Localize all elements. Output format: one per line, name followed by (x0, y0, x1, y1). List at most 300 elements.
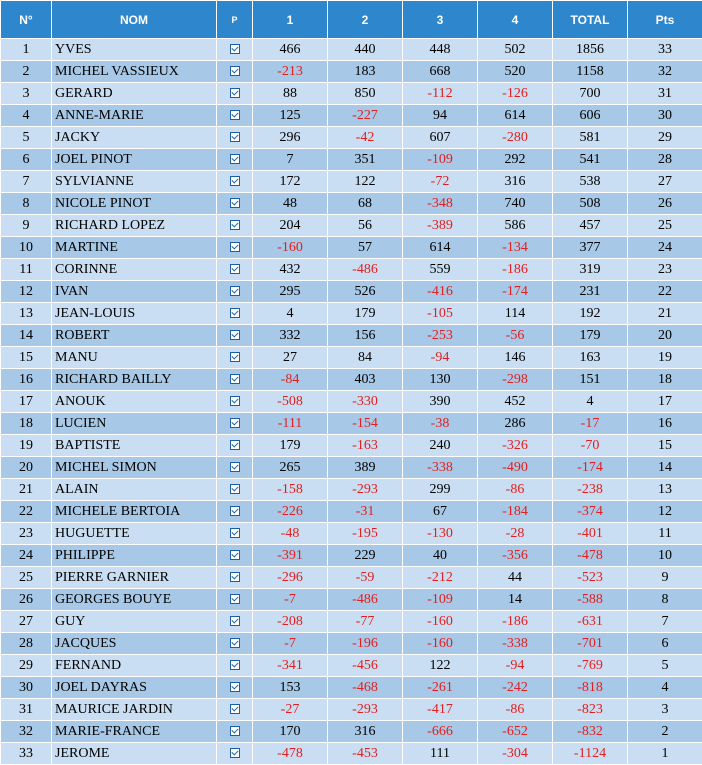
round-4-score: -134 (478, 237, 553, 259)
round-3-score: -261 (403, 677, 478, 699)
points: 11 (628, 523, 702, 545)
total-score: 192 (553, 303, 628, 325)
total-score: -523 (553, 567, 628, 589)
player-name: IVAN (52, 281, 217, 303)
player-name: MICHELE BERTOIA (52, 501, 217, 523)
total-score: 508 (553, 193, 628, 215)
points: 18 (628, 369, 702, 391)
player-name: YVES (52, 39, 217, 61)
row-number: 5 (1, 127, 52, 149)
round-4-score: 452 (478, 391, 553, 413)
round-1-score: -7 (253, 589, 328, 611)
points: 8 (628, 589, 702, 611)
round-1-score: -7 (253, 633, 328, 655)
row-number: 21 (1, 479, 52, 501)
presence-checkbox[interactable] (217, 567, 253, 589)
round-2-score: -468 (328, 677, 403, 699)
row-number: 13 (1, 303, 52, 325)
checked-box-icon[interactable] (230, 264, 240, 274)
checked-box-icon[interactable] (230, 308, 240, 318)
table-row (1, 149, 702, 171)
round-1-score: -213 (253, 61, 328, 83)
table-row (1, 457, 702, 479)
checked-box-icon[interactable] (230, 484, 240, 494)
round-3-score: -109 (403, 589, 478, 611)
table-row (1, 325, 702, 347)
checked-box-icon[interactable] (230, 704, 240, 714)
round-3-score: 668 (403, 61, 478, 83)
presence-checkbox[interactable] (217, 83, 253, 105)
presence-checkbox[interactable] (217, 193, 253, 215)
checked-box-icon[interactable] (230, 528, 240, 538)
player-name: BAPTISTE (52, 435, 217, 457)
round-4-score: 286 (478, 413, 553, 435)
total-score: 1856 (553, 39, 628, 61)
points: 6 (628, 633, 702, 655)
round-1-score: -84 (253, 369, 328, 391)
row-number: 27 (1, 611, 52, 633)
points: 30 (628, 105, 702, 127)
round-2-score: -196 (328, 633, 403, 655)
presence-checkbox[interactable] (217, 743, 253, 765)
points: 2 (628, 721, 702, 743)
presence-checkbox[interactable] (217, 545, 253, 567)
checked-box-icon[interactable] (230, 638, 240, 648)
total-score: -1124 (553, 743, 628, 765)
points: 17 (628, 391, 702, 413)
round-3-score: -338 (403, 457, 478, 479)
round-4-score: -304 (478, 743, 553, 765)
round-2-score: 84 (328, 347, 403, 369)
checked-box-icon[interactable] (230, 132, 240, 142)
row-number: 3 (1, 83, 52, 105)
presence-checkbox[interactable] (217, 237, 253, 259)
round-3-score: -130 (403, 523, 478, 545)
points: 31 (628, 83, 702, 105)
table-row (1, 193, 702, 215)
round-2-score: 440 (328, 39, 403, 61)
total-score: -769 (553, 655, 628, 677)
table-body (1, 39, 702, 765)
checked-box-icon[interactable] (230, 176, 240, 186)
round-2-score: -293 (328, 699, 403, 721)
checked-box-icon[interactable] (230, 352, 240, 362)
presence-checkbox[interactable] (217, 479, 253, 501)
row-number: 33 (1, 743, 52, 765)
presence-checkbox[interactable] (217, 369, 253, 391)
row-number: 4 (1, 105, 52, 127)
player-name: RICHARD BAILLY (52, 369, 217, 391)
total-score: 319 (553, 259, 628, 281)
row-number: 6 (1, 149, 52, 171)
table-row (1, 259, 702, 281)
checked-box-icon[interactable] (230, 66, 240, 76)
presence-checkbox[interactable] (217, 105, 253, 127)
round-4-score: 740 (478, 193, 553, 215)
round-4-score: 520 (478, 61, 553, 83)
table-row (1, 633, 702, 655)
round-1-score: -478 (253, 743, 328, 765)
row-number: 19 (1, 435, 52, 457)
player-name: JOEL DAYRAS (52, 677, 217, 699)
points: 21 (628, 303, 702, 325)
checked-box-icon[interactable] (230, 748, 240, 758)
round-1-score: -27 (253, 699, 328, 721)
table-row (1, 347, 702, 369)
checked-box-icon[interactable] (230, 572, 240, 582)
round-3-score: -666 (403, 721, 478, 743)
player-name: JEAN-LOUIS (52, 303, 217, 325)
round-1-score: -111 (253, 413, 328, 435)
total-score: 179 (553, 325, 628, 347)
round-4-score: 586 (478, 215, 553, 237)
points: 32 (628, 61, 702, 83)
header-row (1, 1, 702, 39)
header-name: NOM (52, 1, 217, 39)
round-1-score: -296 (253, 567, 328, 589)
row-number: 20 (1, 457, 52, 479)
table-row (1, 611, 702, 633)
round-2-score: -77 (328, 611, 403, 633)
total-score: 151 (553, 369, 628, 391)
total-score: -174 (553, 457, 628, 479)
round-1-score: 153 (253, 677, 328, 699)
round-2-score: 56 (328, 215, 403, 237)
round-2-score: -486 (328, 589, 403, 611)
total-score: 231 (553, 281, 628, 303)
total-score: 700 (553, 83, 628, 105)
round-3-score: -109 (403, 149, 478, 171)
round-1-score: -160 (253, 237, 328, 259)
round-1-score: -508 (253, 391, 328, 413)
round-1-score: -158 (253, 479, 328, 501)
presence-checkbox[interactable] (217, 501, 253, 523)
round-2-score: 389 (328, 457, 403, 479)
table-row (1, 677, 702, 699)
round-4-score: -242 (478, 677, 553, 699)
checked-box-icon[interactable] (230, 440, 240, 450)
points: 14 (628, 457, 702, 479)
table-row (1, 699, 702, 721)
presence-checkbox[interactable] (217, 127, 253, 149)
points: 3 (628, 699, 702, 721)
header-presence: P (217, 1, 253, 39)
presence-checkbox[interactable] (217, 677, 253, 699)
round-2-score: 403 (328, 369, 403, 391)
round-4-score: -280 (478, 127, 553, 149)
round-3-score: -212 (403, 567, 478, 589)
round-1-score: -391 (253, 545, 328, 567)
row-number: 24 (1, 545, 52, 567)
round-3-score: 559 (403, 259, 478, 281)
round-4-score: 292 (478, 149, 553, 171)
header-round-2: 2 (328, 1, 403, 39)
round-4-score: 614 (478, 105, 553, 127)
round-4-score: -126 (478, 83, 553, 105)
row-number: 17 (1, 391, 52, 413)
round-4-score: -490 (478, 457, 553, 479)
checked-box-icon[interactable] (230, 594, 240, 604)
round-3-score: 130 (403, 369, 478, 391)
total-score: -631 (553, 611, 628, 633)
presence-checkbox[interactable] (217, 699, 253, 721)
points: 4 (628, 677, 702, 699)
round-4-score: -86 (478, 699, 553, 721)
round-2-score: 183 (328, 61, 403, 83)
total-score: -238 (553, 479, 628, 501)
points: 1 (628, 743, 702, 765)
checked-box-icon[interactable] (230, 726, 240, 736)
round-3-score: 122 (403, 655, 478, 677)
row-number: 15 (1, 347, 52, 369)
player-name: GUY (52, 611, 217, 633)
total-score: 541 (553, 149, 628, 171)
round-4-score: -94 (478, 655, 553, 677)
total-score: -70 (553, 435, 628, 457)
round-2-score: 68 (328, 193, 403, 215)
total-score: -823 (553, 699, 628, 721)
round-2-score: 156 (328, 325, 403, 347)
total-score: 163 (553, 347, 628, 369)
round-3-score: 94 (403, 105, 478, 127)
round-1-score: 204 (253, 215, 328, 237)
table-row (1, 721, 702, 743)
row-number: 7 (1, 171, 52, 193)
presence-checkbox[interactable] (217, 611, 253, 633)
header-round-3: 3 (403, 1, 478, 39)
round-4-score: 316 (478, 171, 553, 193)
presence-checkbox[interactable] (217, 589, 253, 611)
total-score: -588 (553, 589, 628, 611)
checked-box-icon[interactable] (230, 220, 240, 230)
row-number: 8 (1, 193, 52, 215)
player-name: ALAIN (52, 479, 217, 501)
round-2-score: -453 (328, 743, 403, 765)
round-2-score: 57 (328, 237, 403, 259)
player-name: LUCIEN (52, 413, 217, 435)
table-row (1, 83, 702, 105)
points: 28 (628, 149, 702, 171)
row-number: 9 (1, 215, 52, 237)
round-3-score: 614 (403, 237, 478, 259)
player-name: JACQUES (52, 633, 217, 655)
round-4-score: -298 (478, 369, 553, 391)
checked-box-icon[interactable] (230, 286, 240, 296)
round-1-score: 466 (253, 39, 328, 61)
round-3-score: 607 (403, 127, 478, 149)
points: 9 (628, 567, 702, 589)
round-3-score: -160 (403, 633, 478, 655)
round-4-score: 502 (478, 39, 553, 61)
player-name: JEROME (52, 743, 217, 765)
round-1-score: 432 (253, 259, 328, 281)
round-1-score: 48 (253, 193, 328, 215)
round-4-score: -28 (478, 523, 553, 545)
table-row (1, 743, 702, 765)
round-1-score: -341 (253, 655, 328, 677)
table-row (1, 237, 702, 259)
player-name: GEORGES BOUYE (52, 589, 217, 611)
points: 24 (628, 237, 702, 259)
round-1-score: -208 (253, 611, 328, 633)
checked-box-icon[interactable] (230, 44, 240, 54)
round-1-score: 332 (253, 325, 328, 347)
round-2-score: -486 (328, 259, 403, 281)
player-name: MICHEL VASSIEUX (52, 61, 217, 83)
total-score: 1158 (553, 61, 628, 83)
table-row (1, 391, 702, 413)
round-1-score: 179 (253, 435, 328, 457)
table-row (1, 435, 702, 457)
total-score: 377 (553, 237, 628, 259)
presence-checkbox[interactable] (217, 259, 253, 281)
player-name: GERARD (52, 83, 217, 105)
row-number: 26 (1, 589, 52, 611)
round-1-score: 295 (253, 281, 328, 303)
row-number: 18 (1, 413, 52, 435)
round-4-score: -184 (478, 501, 553, 523)
checked-box-icon[interactable] (230, 462, 240, 472)
checked-box-icon[interactable] (230, 418, 240, 428)
total-score: -701 (553, 633, 628, 655)
points: 10 (628, 545, 702, 567)
round-4-score: 14 (478, 589, 553, 611)
presence-checkbox[interactable] (217, 303, 253, 325)
round-1-score: 27 (253, 347, 328, 369)
player-name: CORINNE (52, 259, 217, 281)
presence-checkbox[interactable] (217, 435, 253, 457)
round-3-score: -416 (403, 281, 478, 303)
points: 16 (628, 413, 702, 435)
row-number: 2 (1, 61, 52, 83)
table-row (1, 567, 702, 589)
table-row (1, 589, 702, 611)
checked-box-icon[interactable] (230, 660, 240, 670)
player-name: MAURICE JARDIN (52, 699, 217, 721)
player-name: PHILIPPE (52, 545, 217, 567)
presence-checkbox[interactable] (217, 721, 253, 743)
round-4-score: -186 (478, 611, 553, 633)
row-number: 23 (1, 523, 52, 545)
presence-checkbox[interactable] (217, 391, 253, 413)
checked-box-icon[interactable] (230, 396, 240, 406)
round-1-score: 170 (253, 721, 328, 743)
points: 27 (628, 171, 702, 193)
round-3-score: -94 (403, 347, 478, 369)
table-row (1, 127, 702, 149)
round-3-score: -417 (403, 699, 478, 721)
round-2-score: -59 (328, 567, 403, 589)
round-2-score: -227 (328, 105, 403, 127)
checked-box-icon[interactable] (230, 682, 240, 692)
player-name: HUGUETTE (52, 523, 217, 545)
round-2-score: -163 (328, 435, 403, 457)
checked-box-icon[interactable] (230, 374, 240, 384)
table-row (1, 655, 702, 677)
row-number: 30 (1, 677, 52, 699)
presence-checkbox[interactable] (217, 633, 253, 655)
checked-box-icon[interactable] (230, 110, 240, 120)
round-3-score: 40 (403, 545, 478, 567)
player-name: SYLVIANNE (52, 171, 217, 193)
presence-checkbox[interactable] (217, 149, 253, 171)
presence-checkbox[interactable] (217, 457, 253, 479)
player-name: MARTINE (52, 237, 217, 259)
checked-box-icon[interactable] (230, 330, 240, 340)
table-row (1, 369, 702, 391)
presence-checkbox[interactable] (217, 325, 253, 347)
checked-box-icon[interactable] (230, 506, 240, 516)
player-name: JACKY (52, 127, 217, 149)
round-4-score: -338 (478, 633, 553, 655)
table-row (1, 171, 702, 193)
points: 19 (628, 347, 702, 369)
checked-box-icon[interactable] (230, 154, 240, 164)
round-1-score: 125 (253, 105, 328, 127)
presence-checkbox[interactable] (217, 215, 253, 237)
points: 23 (628, 259, 702, 281)
presence-checkbox[interactable] (217, 523, 253, 545)
presence-checkbox[interactable] (217, 655, 253, 677)
checked-box-icon[interactable] (230, 242, 240, 252)
presence-checkbox[interactable] (217, 413, 253, 435)
header-round-1: 1 (253, 1, 328, 39)
table-row (1, 523, 702, 545)
round-1-score: 7 (253, 149, 328, 171)
round-4-score: -56 (478, 325, 553, 347)
total-score: -17 (553, 413, 628, 435)
points: 29 (628, 127, 702, 149)
round-3-score: 299 (403, 479, 478, 501)
checked-box-icon[interactable] (230, 88, 240, 98)
round-4-score: 44 (478, 567, 553, 589)
total-score: -374 (553, 501, 628, 523)
row-number: 16 (1, 369, 52, 391)
presence-checkbox[interactable] (217, 39, 253, 61)
round-4-score: -186 (478, 259, 553, 281)
total-score: -401 (553, 523, 628, 545)
header-number: N° (1, 1, 52, 39)
round-4-score: 114 (478, 303, 553, 325)
row-number: 25 (1, 567, 52, 589)
table-row (1, 303, 702, 325)
checked-box-icon[interactable] (230, 616, 240, 626)
round-3-score: 390 (403, 391, 478, 413)
presence-checkbox[interactable] (217, 61, 253, 83)
checked-box-icon[interactable] (230, 550, 240, 560)
round-2-score: 316 (328, 721, 403, 743)
presence-checkbox[interactable] (217, 347, 253, 369)
round-2-score: 122 (328, 171, 403, 193)
round-4-score: -174 (478, 281, 553, 303)
player-name: MANU (52, 347, 217, 369)
round-3-score: 448 (403, 39, 478, 61)
round-4-score: -326 (478, 435, 553, 457)
row-number: 28 (1, 633, 52, 655)
round-3-score: -389 (403, 215, 478, 237)
checked-box-icon[interactable] (230, 198, 240, 208)
total-score: -818 (553, 677, 628, 699)
round-3-score: -72 (403, 171, 478, 193)
row-number: 12 (1, 281, 52, 303)
points: 26 (628, 193, 702, 215)
presence-checkbox[interactable] (217, 171, 253, 193)
total-score: 581 (553, 127, 628, 149)
header-points: Pts (628, 1, 702, 39)
presence-checkbox[interactable] (217, 281, 253, 303)
row-number: 22 (1, 501, 52, 523)
total-score: 457 (553, 215, 628, 237)
